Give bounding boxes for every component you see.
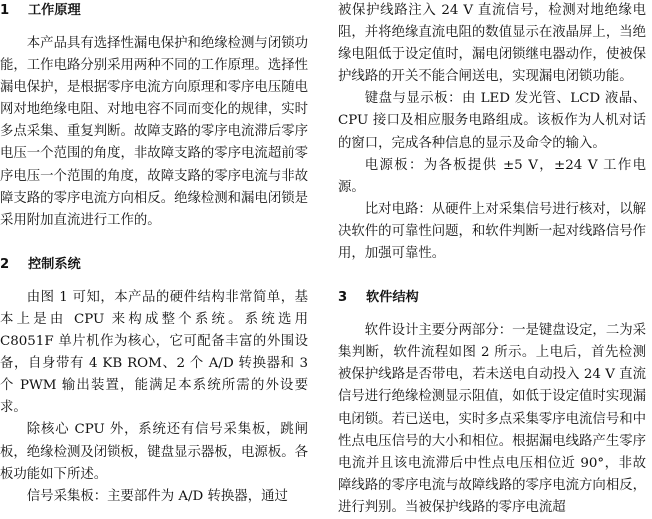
- section-2-paragraph-3: 信号采集板：主要部件为 A/D 转换器，通过: [26, 488, 288, 504]
- section-1-title: 工作原理: [28, 3, 81, 18]
- right-column: [338, 0, 646, 519]
- section-1-paragraph: 本产品具有选择性漏电保护和绝缘检测与闭锁功能，工作电路分别采用两种不同的工作原理。选择性漏电保护，是根据零序电流方向原理和零序电压随电网对地绝缘电阻、对地电容不同而变化的规律，实时多点采集、重复判断。故障支路的零序电流滞后零序电压一个范围的角度，非故障支路的零序电流超前零序电压一个范围的角度，故障支路的零序电流与非故障支路的零序电流方向相反。绝缘检测和漏电闭锁是采用附加直流进行工作的。: [0, 36, 308, 228]
- section-3-title: 软件结构: [366, 290, 419, 306]
- section-3-heading: [338, 287, 646, 309]
- keyboard-display-paragraph: 键盘与显示板：由 LED 发光管、LCD 液晶、CPU 接口及相应服务电路组成。该板作为人机对话的窗口，完成各种信息的显示及命令的输入。: [338, 91, 646, 151]
- spacer: [0, 276, 308, 287]
- section-1-heading: [0, 0, 308, 22]
- section-3-paragraph: 软件设计主要分两部分：一是键盘设定，二为采集判断，软件流程如图 2 所示。上电后，首先检测被保护线路是否带电，若未送电自动投入 24 V 直流信号进行绝缘检测显示阻值，如低于设定值时实现漏电闭锁。若已送电，实时多点采集零序电流信号和中性点电压信号的大小和相位。根据漏电线路产生零序电流并且该电流滞后中性点电压相位近 90°，非故障线路的零序电流与故障线路的零序电流方向相反，进行判别。当被保护线路的零序电流超: [338, 323, 646, 515]
- power-board-paragraph: 电源板：为各板提供 ±5 V，±24 V 工作电源。: [338, 157, 646, 195]
- section-1-number: 1: [0, 3, 10, 18]
- section-2-paragraph-1: 由图 1 可知，本产品的硬件结构非常简单，基本上是由 CPU 来构成整个系统。系统选用 C8051F 单片机作为核心，它可配备丰富的外围设备，自身带有 4 KB ROM、2 个 A/D 转换器和 3 个 PWM 输出装置，能满足本系统所需的外设要求。: [0, 289, 308, 416]
- spacer: [338, 265, 646, 287]
- spacer: [0, 232, 308, 254]
- section-2-paragraph-2: 除核心 CPU 外，系统还有信号采集板，跳闸板，绝缘检测及闭锁板，键盘显示器板，电源板。各板功能如下所述。: [0, 422, 308, 482]
- continued-paragraph: 被保护线路注入 24 V 直流信号，检测对地绝缘电阻，并将绝缘直流电阻的数值显示在液晶屏上，当绝缘电阻低于设定值时，漏电闭锁继电器动作，使被保护线路的开关不能合闸送电，实现漏电闭锁功能。: [338, 3, 646, 85]
- spacer: [0, 22, 308, 33]
- spacer: [338, 309, 646, 320]
- comparison-circuit-paragraph: 比对电路：从硬件上对采集信号进行核对，以解决软件的可靠性问题，和软件判断一起对线路信号作用，加强可靠性。: [338, 201, 646, 262]
- section-2-heading: [0, 254, 308, 276]
- section-2-number: 2: [0, 256, 10, 272]
- section-3-number: 3: [338, 290, 348, 306]
- section-2-title: 控制系统: [28, 256, 81, 272]
- left-column: [0, 0, 308, 508]
